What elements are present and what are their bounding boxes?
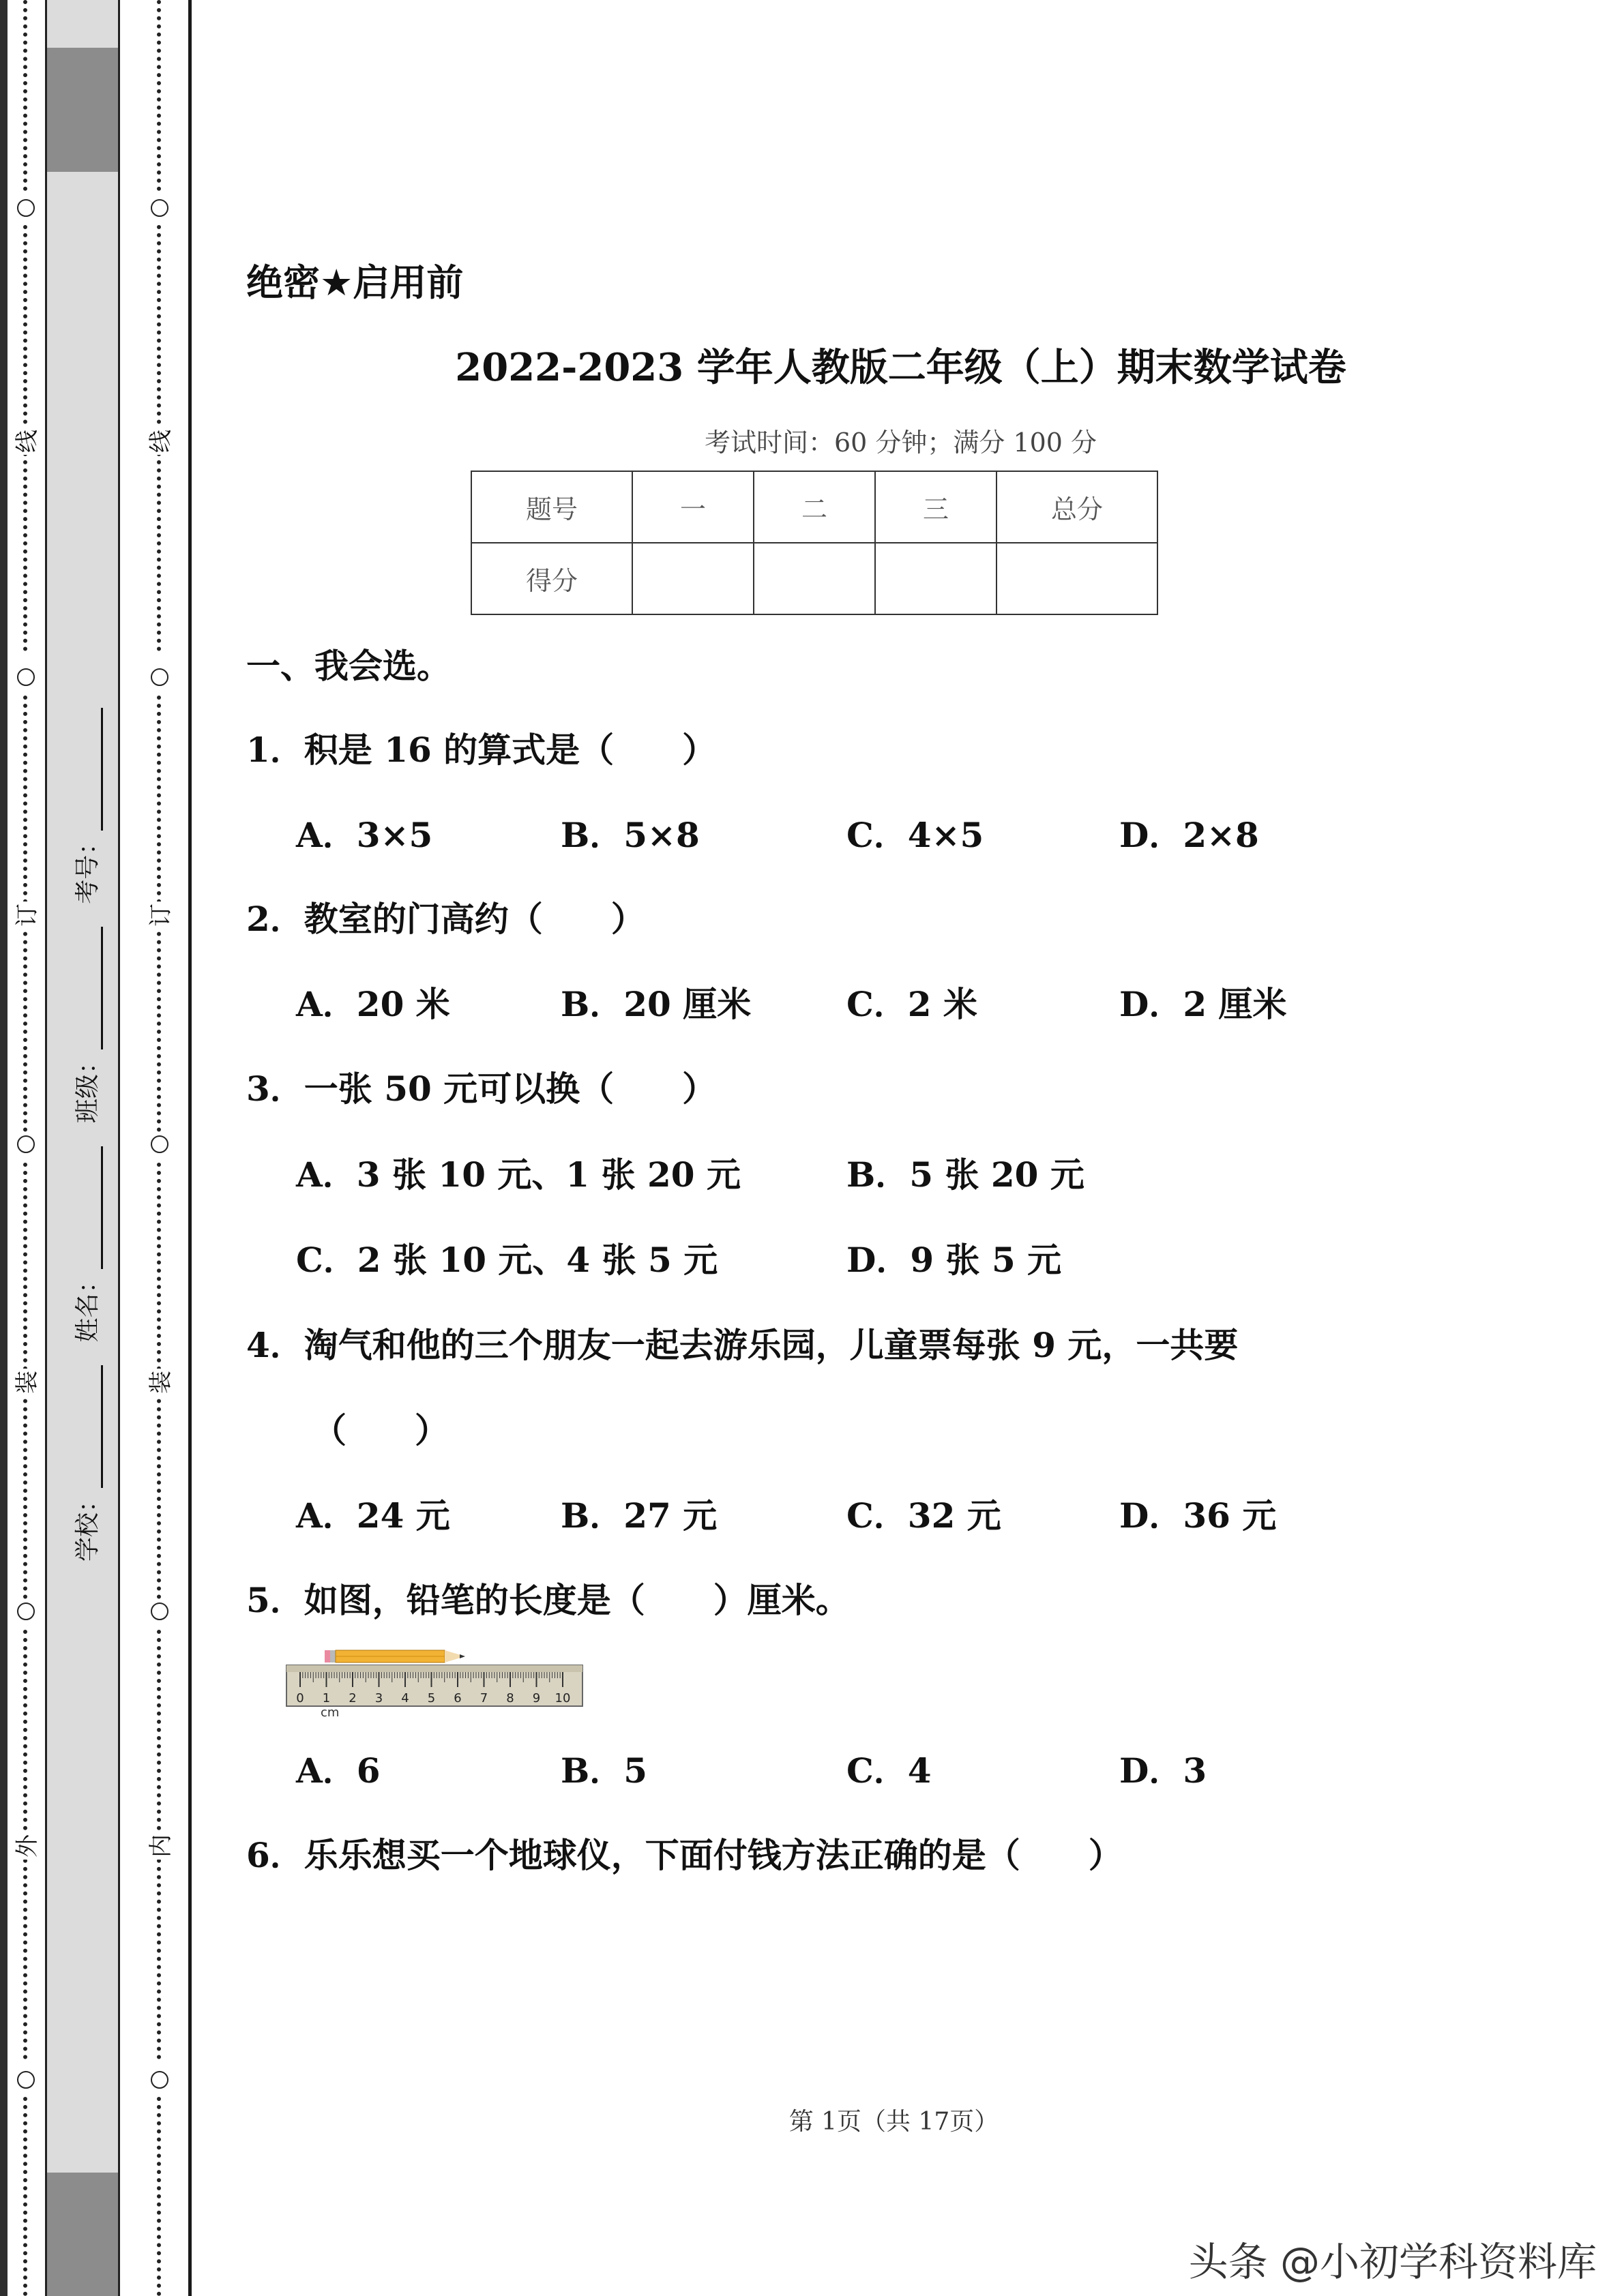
option-d[interactable]: D．3 bbox=[1119, 1750, 1207, 1791]
option-b[interactable]: B．5 张 20 元 bbox=[846, 1154, 1084, 1195]
question-stem: 4．淘气和他的三个朋友一起去游乐园，儿童票每张 9 元，一共要 bbox=[246, 1325, 1239, 1365]
class-field[interactable] bbox=[78, 927, 103, 1049]
option-c[interactable]: C．4 bbox=[846, 1750, 932, 1791]
option-b[interactable]: B．5 bbox=[561, 1750, 648, 1791]
ruler-tick-label: 4 bbox=[401, 1691, 409, 1705]
binding-hole bbox=[151, 668, 168, 686]
score-table bbox=[471, 471, 1158, 615]
score-input-cell[interactable] bbox=[996, 543, 1157, 614]
question-stem: 3．一张 50 元可以换（ ） bbox=[246, 1069, 717, 1109]
option-c[interactable]: C．4×5 bbox=[846, 815, 984, 855]
binding-hole bbox=[17, 668, 35, 686]
score-input-cell[interactable] bbox=[632, 543, 754, 614]
score-input-cell[interactable] bbox=[875, 543, 996, 614]
id-label: 考号： bbox=[74, 830, 102, 904]
binding-char: 装 bbox=[16, 1369, 39, 1396]
score-table-score-row bbox=[471, 543, 1157, 614]
question-blank: （ ） bbox=[312, 1410, 449, 1450]
option-a[interactable]: A．3×5 bbox=[296, 815, 433, 855]
ruler-unit: cm bbox=[321, 1705, 340, 1718]
page-title: 2022-2023 学年人教版二年级（上）期末数学试卷 bbox=[455, 345, 1346, 390]
page-number: 第 1页（共 17页） bbox=[788, 2108, 999, 2136]
ruler-tick-label: 0 bbox=[296, 1691, 304, 1705]
binding-char: 装 bbox=[149, 1369, 173, 1396]
table-cell: 二 bbox=[754, 471, 875, 543]
option-d[interactable]: D．2×8 bbox=[1119, 815, 1259, 855]
option-d[interactable]: D．2 厘米 bbox=[1119, 984, 1287, 1024]
ruler-tick-label: 1 bbox=[322, 1691, 331, 1705]
binding-hole bbox=[151, 2071, 168, 2089]
binding-char: 订 bbox=[16, 901, 39, 929]
ruler-tick-label: 5 bbox=[427, 1691, 436, 1705]
id-field[interactable] bbox=[78, 708, 103, 831]
binding-hole bbox=[151, 1602, 168, 1620]
section-heading: 一、我会选。 bbox=[246, 646, 451, 686]
option-b[interactable]: B．27 元 bbox=[561, 1495, 718, 1536]
ruler-tick-label: 10 bbox=[555, 1691, 571, 1705]
table-cell: 一 bbox=[632, 471, 754, 543]
cut-line bbox=[23, 0, 31, 191]
school-field[interactable] bbox=[78, 1365, 103, 1488]
option-a[interactable]: A．20 米 bbox=[296, 984, 450, 1024]
table-cell: 总分 bbox=[996, 471, 1157, 543]
secret-label: 绝密★启用前 bbox=[246, 261, 464, 304]
option-d[interactable]: D．9 张 5 元 bbox=[846, 1240, 1062, 1280]
binding-char: 内 bbox=[149, 1832, 173, 1860]
watermark: 头条 @小初学科资料库 bbox=[1188, 2239, 1597, 2285]
score-input-cell[interactable] bbox=[754, 543, 875, 614]
binding-char: 线 bbox=[16, 428, 39, 455]
pencil bbox=[325, 1650, 465, 1663]
table-cell: 题号 bbox=[471, 471, 632, 543]
binding-char: 订 bbox=[149, 901, 173, 929]
option-c[interactable]: C．2 张 10 元、4 张 5 元 bbox=[296, 1240, 718, 1280]
ruler-tick-label: 7 bbox=[479, 1691, 488, 1705]
ruler-tick-label: 2 bbox=[349, 1691, 357, 1705]
ruler-tick-label: 9 bbox=[532, 1691, 541, 1705]
question-stem: 6．乐乐想买一个地球仪，下面付钱方法正确的是（ ） bbox=[246, 1835, 1123, 1875]
question-stem: 1．积是 16 的算式是（ ） bbox=[246, 730, 717, 770]
table-cell: 得分 bbox=[471, 543, 632, 614]
ruler-tick-label: 8 bbox=[506, 1691, 514, 1705]
name-label: 姓名： bbox=[74, 1268, 102, 1343]
option-c[interactable]: C．2 米 bbox=[846, 984, 977, 1024]
name-field[interactable] bbox=[78, 1146, 103, 1269]
binding-hole bbox=[17, 1602, 35, 1620]
option-a[interactable]: A．24 元 bbox=[296, 1495, 450, 1536]
option-b[interactable]: B．5×8 bbox=[561, 815, 700, 855]
binding-char: 外 bbox=[16, 1832, 39, 1860]
option-a[interactable]: A．6 bbox=[296, 1750, 381, 1791]
school-label: 学校： bbox=[74, 1487, 102, 1562]
class-label: 班级： bbox=[74, 1049, 102, 1124]
binding-block-top bbox=[45, 48, 120, 172]
student-info-fields bbox=[68, 693, 103, 1562]
ruler-tick-label: 6 bbox=[454, 1691, 462, 1705]
option-d[interactable]: D．36 元 bbox=[1119, 1495, 1277, 1536]
option-c[interactable]: C．32 元 bbox=[846, 1495, 1001, 1536]
cut-line bbox=[157, 0, 165, 191]
ruler-pencil-figure bbox=[285, 1643, 585, 1718]
binding-hole bbox=[17, 199, 35, 217]
question-stem: 5．如图，铅笔的长度是（ ）厘米。 bbox=[246, 1580, 850, 1620]
score-table-header-row bbox=[471, 471, 1157, 543]
ruler-tick-label: 3 bbox=[374, 1691, 383, 1705]
binding-hole bbox=[151, 1135, 168, 1153]
binding-hole bbox=[17, 2071, 35, 2089]
binding-block-bottom bbox=[45, 2173, 120, 2296]
table-cell: 三 bbox=[875, 471, 996, 543]
binding-hole bbox=[17, 1135, 35, 1153]
binding-char: 线 bbox=[149, 428, 173, 455]
binding-hole bbox=[151, 199, 168, 217]
question-stem: 2．教室的门高约（ ） bbox=[246, 899, 645, 939]
option-a[interactable]: A．3 张 10 元、1 张 20 元 bbox=[296, 1154, 741, 1195]
exam-info: 考试时间：60 分钟；满分 100 分 bbox=[704, 428, 1097, 458]
option-b[interactable]: B．20 厘米 bbox=[561, 984, 752, 1024]
